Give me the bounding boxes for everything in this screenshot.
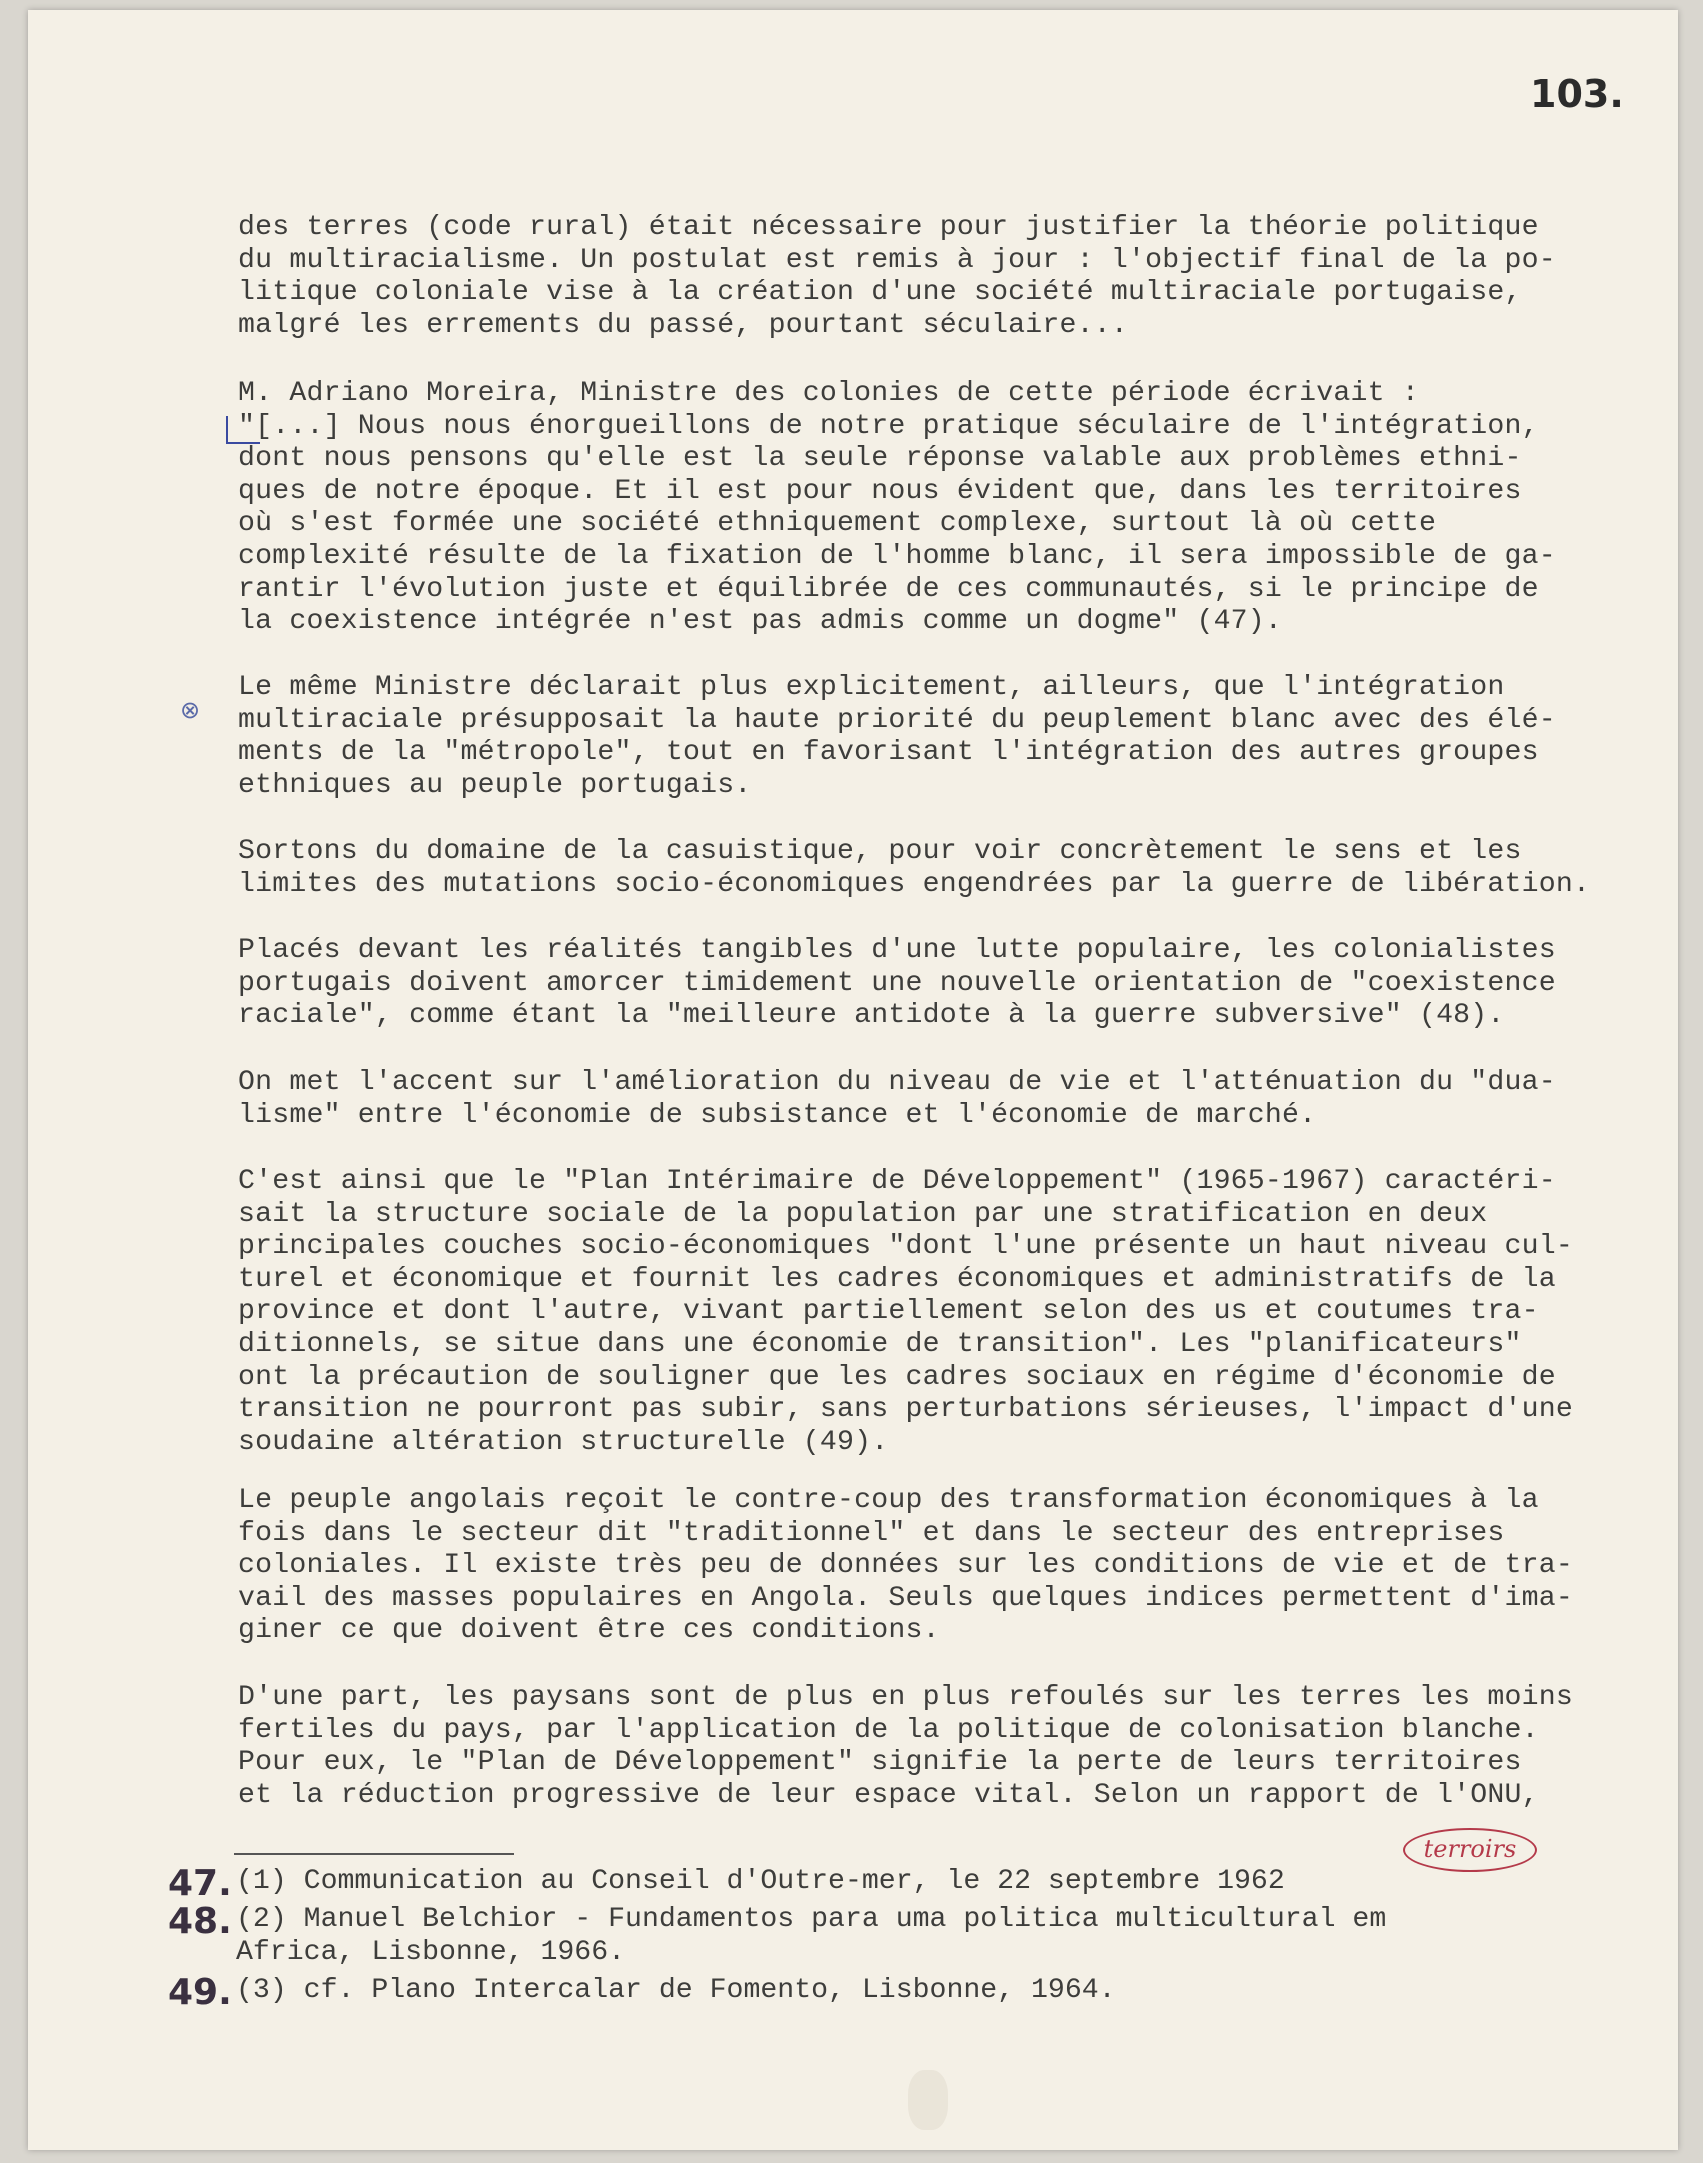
footnote-47 [168, 1863, 1568, 1904]
footnote-number: 48. [168, 1901, 232, 1942]
paper-stain [908, 2070, 948, 2130]
footnote-text: (1) Communication au Conseil d'Outre-mer, le 22 septembre 1962 [236, 1866, 1285, 1897]
footnote-text: (3) cf. Plano Intercalar de Fomento, Lisbonne, 1964. [236, 1975, 1116, 2007]
paragraph-2-quote: M. Adriano Moreira, Ministre des colonies de cette période écrivait : "[...] Nous nous énorgueillons de notre pratique séculaire de l'intégration, dont nous pensons qu'elle est la seule réponse valable aux problèmes ethni- ques de notre époque. Et il est pour nous évident que, dans les territoires où s'est formée une société ethniquement complexe, surtout là où cette complexité résulte de la fixation de l'homme blanc, il sera impossible de ga- rantir l'évolution juste et équilibrée de ces communautés, si le principe de la coexistence intégrée n'est pas admis comme un dogme" (47). [238, 378, 1556, 638]
paragraph-1: des terres (code rural) était nécessaire pour justifier la théorie politique du multiracialisme. Un postulat est remis à jour : l'objectif final de la po- litique coloniale vise à la création d'une société multiraciale portugaise, malgré les errements du passé, pourtant séculaire... [238, 212, 1556, 341]
document-page [28, 10, 1678, 2150]
footnote-divider [234, 1853, 514, 1855]
footnote-number: 49. [168, 1972, 232, 2014]
margin-correction-note: terroirs [1403, 1828, 1537, 1872]
footnote-49 [168, 1972, 1568, 2014]
paragraph-3: Le même Ministre déclarait plus explicitement, ailleurs, que l'intégration multiraciale présupposait la haute priorité du peuplement blanc avec des élé- ments de la "métropole", tout en favorisant l'intégration des autres groupes ethniques au peuple portugais. [238, 672, 1556, 801]
paragraph-7: C'est ainsi que le "Plan Intérimaire de Développement" (1965-1967) caractéri- sait la structure sociale de la population par une stratification en deux principales couches socio-économiques "dont l'une présente un haut niveau cul- turel et économique et fournit les cadres économiques et administratifs de la province et dont l'autre, vivant partiellement selon des us et coutumes tra- ditionnels, se situe dans une économie de transition". Les "planificateurs" ont la précaution de souligner que les cadres sociaux en régime d'économie de transition ne pourront pas subir, sans perturbations sérieuses, l'impact d'une soudaine altération structurelle (49). [238, 1166, 1573, 1458]
footnote-text: (2) Manuel Belchior - Fundamentos para uma politica multicultural em Africa, Lisbonne, 1966. [236, 1904, 1387, 1968]
paragraph-9: D'une part, les paysans sont de plus en plus refoulés sur les terres les moins fertiles du pays, par l'application de la politique de colonisation blanche. Pour eux, le "Plan de Développement" signifie la perte de leurs territoires et la réduction progressive de leur espace vital. Selon un rapport de l'ONU, [238, 1682, 1573, 1811]
footnotes [168, 1863, 1568, 2014]
paragraph-5: Placés devant les réalités tangibles d'une lutte populaire, les colonialistes portugais doivent amorcer timidement une nouvelle orientation de "coexistence raciale", comme étant la "meilleure antidote à la guerre subversive" (48). [238, 935, 1556, 1032]
paragraph-8: Le peuple angolais reçoit le contre-coup des transformation économiques à la fois dans le secteur dit "traditionnel" et dans le secteur des entreprises coloniales. Il existe très peu de données sur les conditions de vie et de tra- vail des masses populaires en Angola. Seuls quelques indices permettent d'ima- giner ce que doivent être ces conditions. [238, 1485, 1573, 1647]
footnote-48 [168, 1901, 1568, 1969]
paragraph-4: Sortons du domaine de la casuistique, pour voir concrètement le sens et les limites des mutations socio-économiques engendrées par la guerre de libération. [238, 836, 1591, 900]
margin-mark: ⊗ [180, 696, 201, 724]
page-number: 103. [1530, 72, 1624, 116]
footnote-number: 47. [168, 1863, 232, 1904]
paragraph-6: On met l'accent sur l'amélioration du niveau de vie et l'atténuation du "dua- lisme" entre l'économie de subsistance et l'économie de marché. [238, 1067, 1556, 1131]
